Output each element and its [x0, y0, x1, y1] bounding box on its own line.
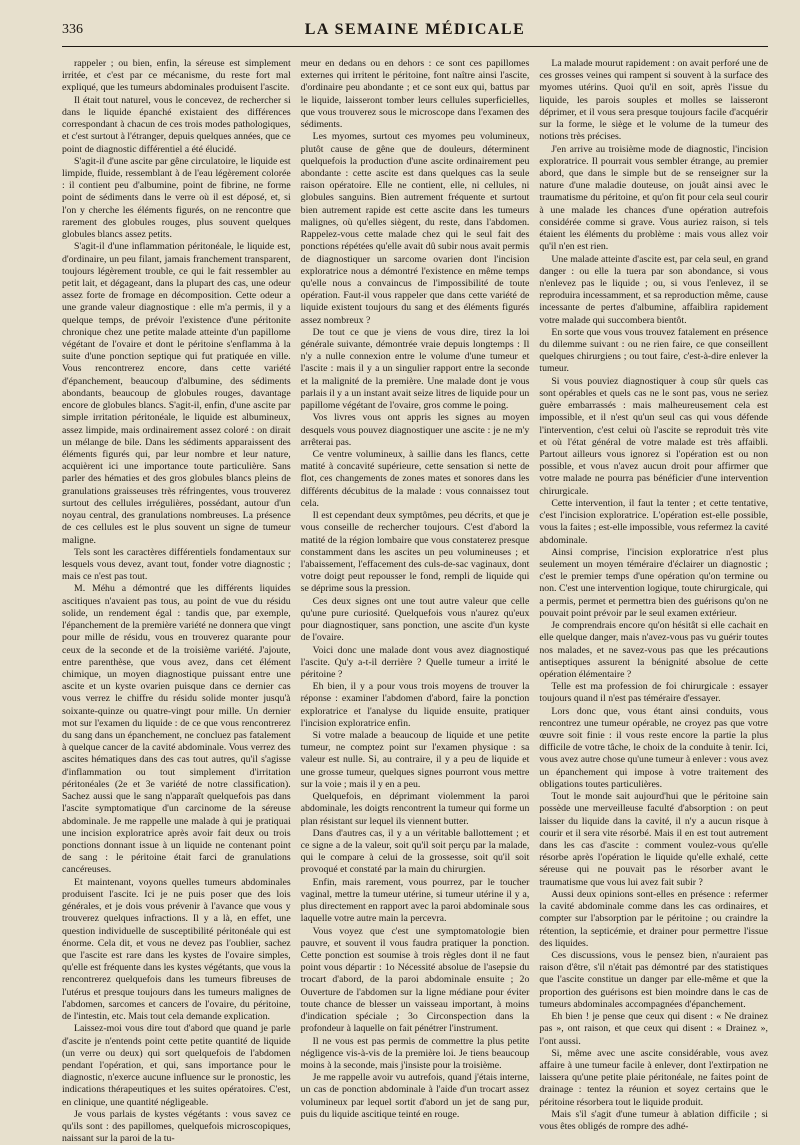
page-number: 336	[62, 22, 83, 37]
paragraph: Je comprendrais encore qu'on hésitât si elle cachait en elle quelque danger, mais n'avez-vous pas vu guérir toutes nos malades, et ne savez-vous pas que les précautions antiseptiques assurent la bénignité absolue de cette opération élémentaire ?	[539, 620, 769, 680]
paragraph: Laissez-moi vous dire tout d'abord que quand je parle d'ascite je n'entends point cette petite quantité de liquide (un verre ou deux) qui sort quelquefois de l'abdomen pendant l'opération, et qui, sans importance pour le diagnostic, n'exerce aucune influence sur le pronostic, les indications thérapeutiques et les suites opératoires. C'est, en clinique, une quantité négligeable.	[62, 1023, 291, 1108]
paragraph: La malade mourut rapidement : on avait perforé une de ces grosses veines qui rampent si souvent à la surface des myomes utérins. Quoi qu'il en soit, après l'issue du liquide, les parois souples et molles se laisseront déprimer, et il vous sera presque toujours facile d'acquérir sur la forme, le siège et le volume de la tumeur des notions très précises.	[539, 58, 769, 143]
paragraph: Il ne vous est pas permis de commettre la plus petite négligence vis-à-vis de la première loi. Je tiens beaucoup moins à la seconde, mais j'insiste pour la troisième.	[300, 1035, 530, 1071]
paragraph: Si, même avec une ascite considérable, vous avez affaire à une tumeur facile à enlever, dont l'extirpation ne laissera qu'une petite plaie péritonéale, ne faites point de drainage : tentez la réunion et soyez certains que le péritoine résorbera tout le liquide produit.	[539, 1047, 769, 1108]
paragraph: Vos livres vous ont appris les signes au moyen desquels vous pouvez diagnostiquer une ascite : je ne m'y arrêterai pas.	[300, 412, 530, 448]
paragraph: Il est cependant deux symptômes, peu décrits, et que je vous conseille de rechercher toujours. C'est d'abord la matité de la région lombaire que vous constaterez presque constamment dans les ascites un peu volumineuses ; et l'abaissement, l'effacement des culs-de-sac vaginaux, dont votre doigt peut repousser le fond, rempli de liquide qui se déprime sous la pression.	[300, 510, 530, 595]
paragraph: Les myomes, surtout ces myomes peu volumineux, plutôt cause de gêne que de douleurs, déterminent quelquefois la production d'une ascite ordinairement peu abondante : cette ascite est dans quelques cas la seule raison opératoire. Elle ne contient, elle, ni cellules, ni globules sanguins. Bien autrement fréquente et surtout bien autrement rapide est cette ascite dans les tumeurs malignes, où qu'elles siègent, du reste, dans l'abdomen. Rappelez-vous cette malade chez qui le seul fait des ponctions répétées qu'elle avait dû subir nous avait permis de diagnostiquer un sarcome ovarien dont l'incision exploratrice nous a démontré l'existence en même temps qu'elle nous a convaincus de l'impossibilité de toute opération. Faut-il vous rappeler que dans cette variété de liquide existent toujours du sang et des éléments figurés assez nombreux ?	[300, 131, 530, 326]
paragraph: Eh bien, il y a pour vous trois moyens de trouver la réponse : examiner l'abdomen d'abord, faire la ponction exploratrice et l'analyse du liquide ensuite, pratiquer l'incision exploratrice enfin.	[300, 681, 530, 729]
paragraph: Voici donc une malade dont vous avez diagnostiqué l'ascite. Qu'y a-t-il derrière ? Quelle tumeur a irrité le péritoine ?	[300, 644, 530, 680]
article-columns	[62, 58, 769, 1145]
paragraph: Eh bien ! je pense que ceux qui disent : « Ne drainez pas », ont raison, et que ceux qui disent : « Drainez », l'ont aussi.	[539, 1011, 769, 1047]
text-column	[62, 58, 291, 1145]
paragraph: M. Méhu a démontré que les différents liquides ascitiques n'avaient pas tous, au point de vue du résidu solide, un rendement égal : tandis que, par exemple, l'épanchement de la première variété ne donnera que vingt pour mille de résidu, vous en trouverez quarante pour ceux de la seconde et de la troisième variété. J'ajoute, entre parenthèse, que vous avez, dans cet élément chimique, un moyen diagnostique puissant entre une ascite et un kyste ovarien puisque dans ce dernier cas vous verrez le chiffre du résidu solide monter jusqu'à soixante-quinze ou quatre-vingt pour mille. Un dernier mot sur l'examen du liquide : de ce que vous rencontrerez du sang dans un épanchement, ne concluez pas fatalement à quelque cancer de la cavité abdominale. Vous verrez des ascites hématiques dans des cas tout autres, qu'il s'agisse d'inflammation ou tout simplement d'irritation péritonéales (2e et 3e variété de notre classification). Sachez aussi que le sang n'apparaît quelquefois pas dans l'ascite symptomatique d'un carcinome de la séreuse abdominale. Je me rappelle une malade à qui je pratiquai une incision exploratrice après avoir fait deux ou trois ponctions donnant issue à un liquide ne contenant point de sang : le péritoine était farci de granulations cancéreuses.	[62, 583, 291, 876]
paragraph: Ces discussions, vous le pensez bien, n'auraient pas raison d'être, s'il n'était pas démontré par des statistiques que l'ascite constitue un danger par elle-même et que la proportion des guérisons est bien moindre dans le cas de tumeurs abdominales accompagnées d'épanchement.	[539, 949, 769, 1010]
paragraph: Ainsi comprise, l'incision exploratrice n'est plus seulement un moyen téméraire d'éclairer un diagnostic ; c'est le premier temps d'une opération qu'on termine ou non. C'est une intervention logique, toute chirurgicale, qui a permis, permet et permettra bien des guérisons qu'on ne pouvait point prévoir par le seul examen extérieur.	[539, 546, 769, 619]
paragraph: Ce ventre volumineux, à saillie dans les flancs, cette matité à concavité supérieure, cette sensation si nette de flot, ces changements de zones mates et sonores dans les différents décubitus de la malade : vous connaissez tout cela.	[300, 449, 530, 509]
paragraph: Enfin, mais rarement, vous pourrez, par le toucher vaginal, mettre la tumeur utérine, si tumeur utérine il y a, plus directement en rapport avec la paroi abdominale sous laquelle votre autre main la percevra.	[300, 876, 530, 925]
paragraph: Lors donc que, vous étant ainsi conduits, vous rencontrez une tumeur opérable, ne croyez pas que votre œuvre soit finie : il vous reste encore la partie la plus difficile de votre tâche, le choix de la conduite à tenir. Ici, vous avez autre chose qu'une tumeur à enlever : vous avez un épanchement qui impose à votre traitement des obligations toutes particulières.	[539, 705, 769, 790]
paragraph: En sorte que vous vous trouvez fatalement en présence du dilemme suivant : ou ne rien faire, ce que conseillent quelques chirurgiens ; ou tout faire, c'est-à-dire enlever la tumeur.	[539, 326, 769, 375]
paragraph: Je vous parlais de kystes végétants : vous savez ce qu'ils sont : des papillomes, quelquefois microscopiques, naissant sur la paroi de la tu-	[62, 1108, 291, 1145]
paragraph: S'agit-il d'une ascite par gêne circulatoire, le liquide est limpide, fluide, ressemblant à de l'eau légèrement colorée : il contient peu d'albumine, point de fibrine, ne forme point de sédiments dans le verre où il est déposé, et, si l'on y cherche les éléments figurés, on ne rencontre que rarement des globules rouges, plus souvent quelques globules blancs assez petits.	[62, 155, 291, 241]
paragraph: Et maintenant, voyons quelles tumeurs abdominales produisent l'ascite. Ici je ne puis poser que des lois générales, et je dois vous prévenir à l'avance que vous y trouverez quelques infractions. Il y a là, en effet, une question individuelle de susceptibilité péritonéale qui est énorme. Cela dit, et vous ne devez pas l'oublier, sachez que l'ascite est rare dans les kystes de l'ovaire simples, qu'elle est fréquente dans les kystes végétants, que vous la rencontrerez quelquefois dans les tumeurs fibreuses de l'utérus et presque toujours dans les tumeurs malignes de l'abdomen, sarcomes et cancers de l'ovaire, du péritoine, de l'intestin, etc. Mais tout cela demande explication.	[62, 876, 291, 1023]
paragraph: Cette intervention, il faut la tenter ; et cette tentative, c'est l'incision exploratrice. L'opération est-elle possible, vous la faites ; est-elle impossible, vous refermez la cavité abdominale.	[539, 497, 769, 546]
paragraph: Tout le monde sait aujourd'hui que le péritoine sain possède une merveilleuse faculté d'absorption : on peut laisser du liquide dans la cavité, il n'y a aucun risque à courir et il sera vite résorbé. Mais il en est tout autrement dans les cas d'ascite : comment voulez-vous qu'elle résorbe après l'opération le liquide qu'elle exhalé, cette séreuse qui ne pouvait pas le résorber avant le traumatisme que vous lui avez fait subir ?	[539, 791, 769, 888]
paragraph: Une malade atteinte d'ascite est, par cela seul, en grand danger : ou elle la tuera par son abondance, si vous n'enlevez pas le liquide ; ou, si vous l'enlevez, il se reproduira incessamment, et sa reproduction même, cause incessante de pertes d'albumine, affaiblira rapidement votre malade qui succombera bientôt.	[539, 253, 769, 326]
text-column	[539, 58, 769, 1133]
paragraph: De tout ce que je viens de vous dire, tirez la loi générale suivante, démontrée vraie depuis longtemps : Il n'y a nulle connexion entre le volume d'une tumeur et l'ascite : mais il y a un singulier rapport entre la seconde et la malignité de la première. Une malade dont je vous parlais il y a un instant avait seize litres de liquide pour un papillome végétant de l'ovaire, gros comme le poing.	[300, 326, 530, 412]
paragraph: Si vous pouviez diagnostiquer à coup sûr quels cas sont opérables et quels cas ne le sont pas, vous ne seriez guère embarrassés : mais malheureusement cela est impossible, et il n'est qu'un seul cas qui vous défende l'intervention, c'est celui où l'ascite se reproduit très vite et où l'état général de votre malade est très affaibli. Partout ailleurs vous ignorez si l'opération est ou non possible, et vous n'avez aucun droit pour affirmer que votre malade ne pourra pas bénéficier d'une intervention chirurgicale.	[539, 375, 769, 497]
paragraph: Si votre malade a beaucoup de liquide et une petite tumeur, ne comptez point sur l'examen physique : sa valeur est nulle. Si, au contraire, il y a peu de liquide et une grosse tumeur, quelques signes pourront vous mettre sur la voie ; mais il y en a peu.	[300, 730, 530, 790]
text-column	[300, 58, 530, 1120]
paragraph: Quelquefois, en déprimant violemment la paroi abdominale, les doigts rencontrent la tumeur qui forme un plan résistant sur lequel ils viennent butter.	[300, 791, 530, 827]
paragraph: rappeler ; ou bien, enfin, la séreuse est simplement irritée, et c'est par ce mécanisme, du reste fort mal expliqué, que les tumeurs abdominales produisent l'ascite.	[62, 58, 291, 94]
paragraph: Ces deux signes ont une tout autre valeur que celle qu'une pure curiosité. Quelquefois vous n'aurez qu'eux pour diagnostiquer, sans ponction, une ascite d'un kyste de l'ovaire.	[300, 595, 530, 644]
paragraph: Vous voyez que c'est une symptomatologie bien pauvre, et souvent il vous faudra pratiquer la ponction. Cette ponction est soumise à trois règles dont il ne faut point vous départir : 1o Nécessité absolue de l'asepsie du trocart d'abord, de la paroi abdominale ensuite ; 2o Ouverture de l'abdomen sur la ligne médiane pour éviter toute chance de blesser un vaisseau important, à moins d'indication spéciale ; 3o Circonspection dans la profondeur à laquelle on fait pénétrer l'instrument.	[300, 925, 530, 1035]
paragraph: Dans d'autres cas, il y a un véritable ballottement ; et ce signe a de la valeur, soit qu'il soit perçu par la malade, qui le compare à celui de la grossesse, soit qu'il soit provoqué et constaté par la main du chirurgien.	[300, 827, 530, 876]
paragraph: Je me rappelle avoir vu autrefois, quand j'étais interne, un cas de ponction abdominale à l'aide d'un trocart assez volumineux par lequel sortit d'abord un jet de sang pur, puis du liquide ascitique teinté en rouge.	[300, 1072, 530, 1120]
paragraph: meur en dedans ou en dehors : ce sont ces papillomes externes qui irritent le péritoine, font naître ainsi l'ascite, d'ordinaire peu abondante ; et ce sont eux qui, battus par le liquide, laisseront tomber leurs cellules superficielles, que vous trouverez sous le microscope dans l'examen des sédiments.	[300, 58, 530, 131]
paragraph: Mais s'il s'agit d'une tumeur à ablation difficile ; si vous êtes obligés de rompre des adhé-	[539, 1108, 769, 1133]
paragraph: Tels sont les caractères différentiels fondamentaux sur lesquels vous devez, avant tout, fonder votre diagnostic ; mais ce n'est pas tout.	[62, 546, 291, 583]
running-header	[62, 20, 768, 47]
paragraph: Il était tout naturel, vous le concevez, de rechercher si dans le liquide épanché existaient des différences correspondant à chacun de ces trois modes pathologiques, et c'est surtout à l'étranger, depuis quelques années, que ce point de diagnostic différentiel a été élucidé.	[62, 94, 291, 155]
paragraph: Telle est ma profession de foi chirurgicale : essayer toujours quand il n'est pas téméraire d'essayer.	[539, 681, 769, 705]
journal-title: LA SEMAINE MÉDICALE	[304, 21, 526, 38]
paragraph: Aussi deux opinions sont-elles en présence : refermer la cavité abdominale comme dans les cas ordinaires, et compter sur l'absorption par le péritoine ; ou craindre la rétention, la septicémie, et drainer pour permettre l'issue des liquides.	[539, 888, 769, 949]
paragraph: S'agit-il d'une inflammation péritonéale, le liquide est, d'ordinaire, un peu filant, jamais franchement transparent, toujours légèrement trouble, ce qui le fait ressembler au petit lait, et dégageant, dans la plupart des cas, une odeur assez forte de fromage en décomposition. Cette odeur a une grande valeur diagnostique : elle m'a permis, il y a quelque temps, de prévoir l'existence d'une péritonite chronique chez une petite malade atteinte d'un papillome végétant de l'ovaire et dont le péritoine s'enflamma à la suite d'une ponction septique qui fut pratiquée en ville. Vous rencontrerez encore, dans cette variété d'épanchement, beaucoup d'albumine, des sédiments abondants, beaucoup de globules rouges, davantage encore de globules blancs. S'agit-il, enfin, d'une ascite par simple irritation péritonéale, le liquide est albumineux, assez limpide, mais ordinairement assez coloré : on dirait un mélange de bile. Dans les sédiments apparaissent des éléments figurés qui, par leur nombre et leur nature, acquièrent ici une importance toute particulière. Sans parler des hématies et des gros globules blancs pleins de granulations graisseuses très réfringentes, vous trouverez surtout des cellules irrégulières, possédant, autour d'un noyau central, des granulations nombreuses. La présence de ces cellules est le plus souvent un signe de tumeur maligne.	[62, 241, 291, 546]
paragraph: J'en arrive au troisième mode de diagnostic, l'incision exploratrice. Il pourrait vous sembler étrange, au premier abord, que dans le simple but de se renseigner sur la nature d'une maladie douteuse, on jouât ainsi avec le traumatisme du péritoine, et qu'on fit pour cela seul courir à une malade les chances d'une opération autrefois considérée comme si grave. Vous auriez raison, si tels étaient les éléments du problème : mais vous allez voir qu'il n'en est rien.	[539, 143, 769, 253]
